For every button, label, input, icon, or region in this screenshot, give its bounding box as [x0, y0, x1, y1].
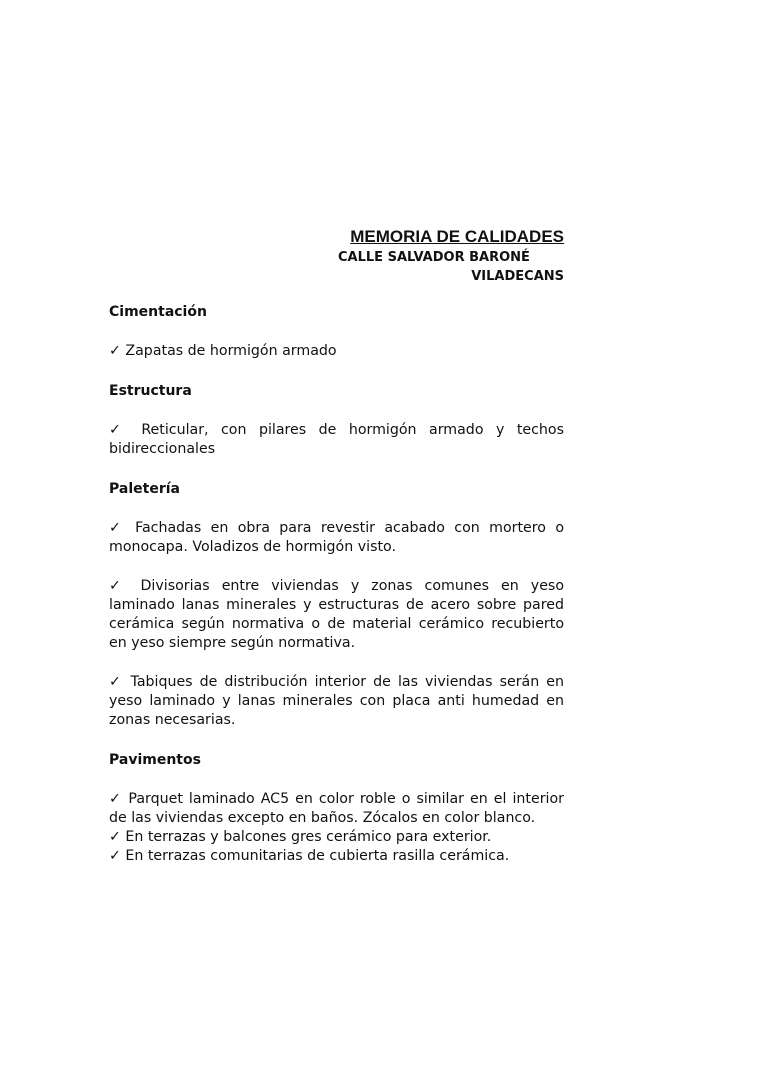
- item-pavimentos-1: ✓ Parquet laminado AC5 en color roble o similar en el interior de las viviendas excepto en baños. Zócalos en color blanco.: [109, 791, 564, 826]
- item-pavimentos-2: ✓ En terrazas y balcones gres cerámico para exterior.: [109, 829, 492, 845]
- item-pavimentos-3: ✓ En terrazas comunitarias de cubierta rasilla cerámica.: [109, 848, 510, 864]
- item-cimentacion-1: ✓ Zapatas de hormigón armado: [109, 343, 337, 359]
- city-line: VILADECANS: [471, 269, 564, 284]
- item-paleteria-2: ✓ Divisorias entre viviendas y zonas comunes en yeso laminado lanas minerales y estructuras de acero sobre pared cerámica según normativa o de material cerámico recubierto en yeso siempre según normativa.: [109, 578, 564, 651]
- document-title: MEMORIA DE CALIDADES: [350, 227, 564, 246]
- item-paleteria-3: ✓ Tabiques de distribución interior de las viviendas serán en yeso laminado y lanas minerales con placa anti humedad en zonas necesarias.: [109, 674, 564, 728]
- section-title-pavimentos: Pavimentos: [109, 752, 201, 768]
- section-title-paleteria: Paletería: [109, 481, 180, 497]
- document-body: [109, 302, 564, 866]
- section-title-estructura: Estructura: [109, 383, 192, 399]
- document-header: [330, 226, 564, 286]
- item-estructura-1: ✓ Reticular, con pilares de hormigón armado y techos bidireccionales: [109, 422, 564, 457]
- section-title-cimentacion: Cimentación: [109, 304, 207, 320]
- item-paleteria-1: ✓ Fachadas en obra para revestir acabado con mortero o monocapa. Voladizos de hormigón visto.: [109, 520, 564, 555]
- address-line: CALLE SALVADOR BARONÉ: [338, 250, 530, 265]
